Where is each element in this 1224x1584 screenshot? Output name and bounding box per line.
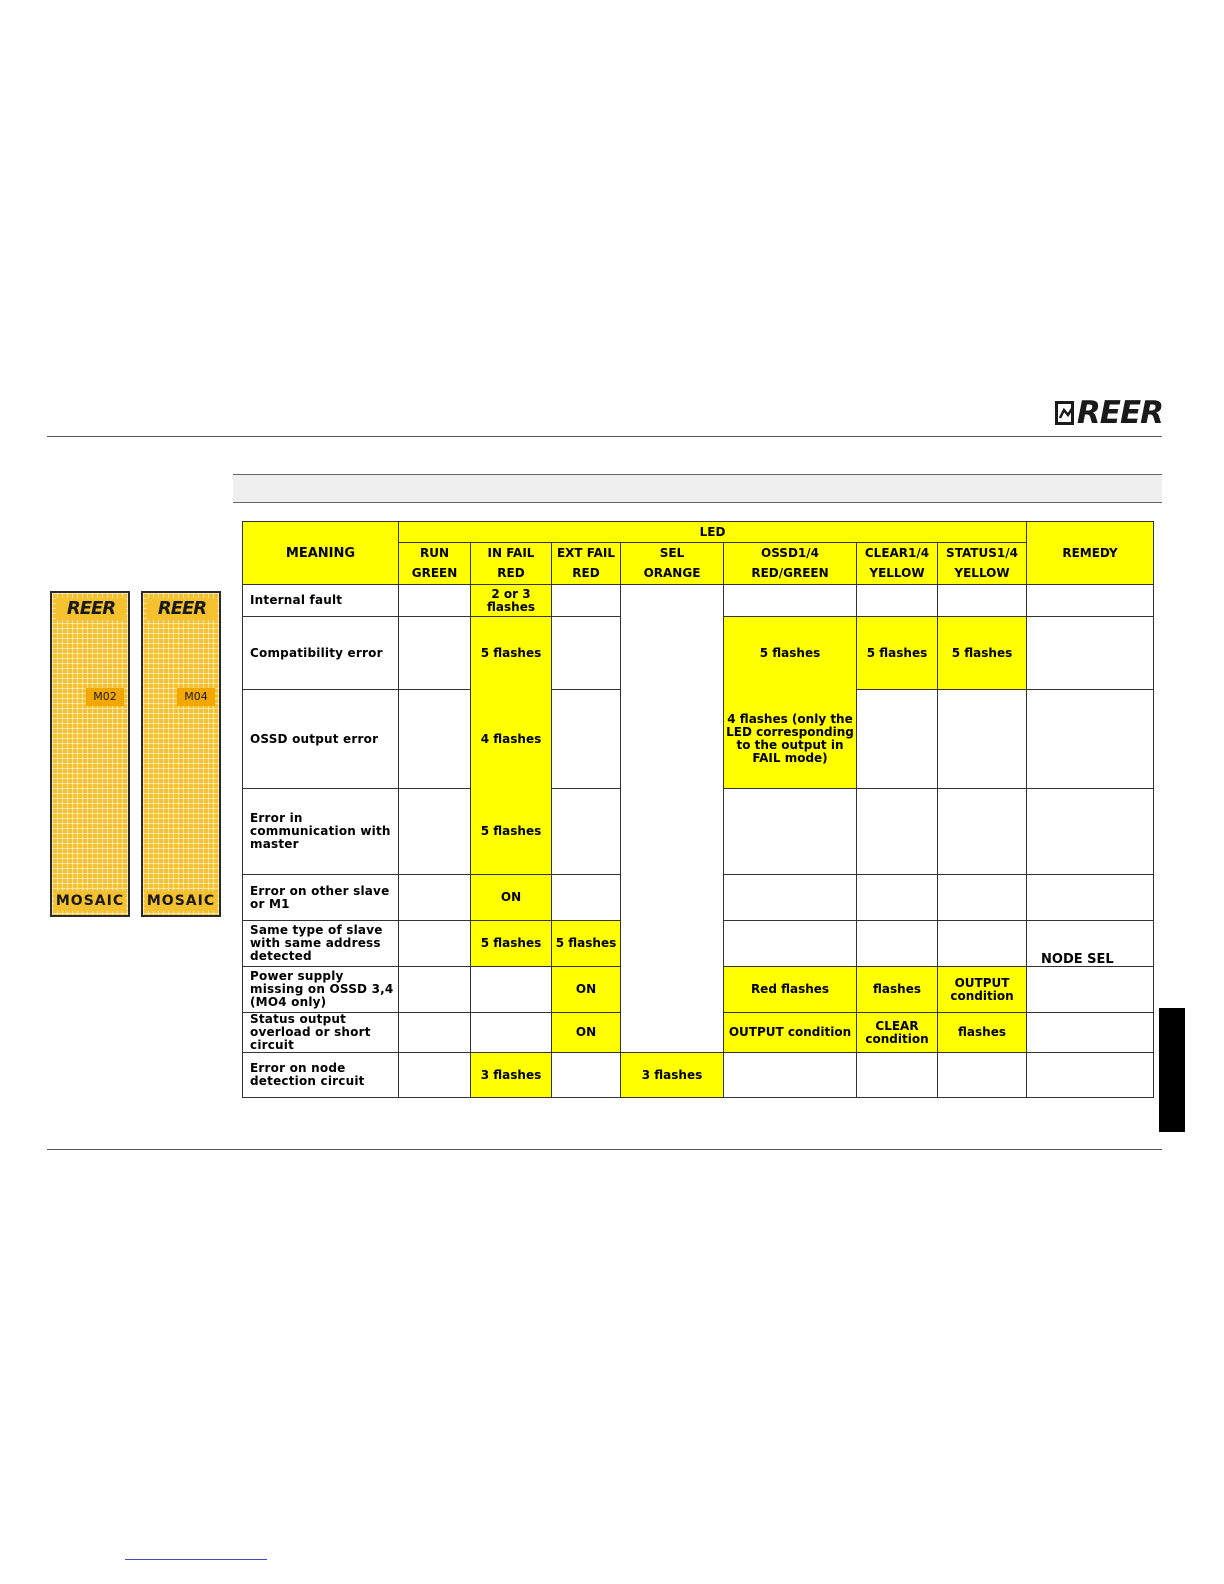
remedy-cell [1027,967,1154,1013]
footnote-separator [125,1559,267,1560]
clear-cell: 5 flashes [857,617,938,690]
run-cell [399,875,471,921]
column-color: RED [471,564,552,585]
run-cell [399,617,471,690]
clear-cell [857,585,938,617]
run-cell [399,585,471,617]
status-cell: 5 flashes [938,617,1027,690]
column-color: RED/GREEN [724,564,857,585]
column-color: YELLOW [857,564,938,585]
column-color: RED [552,564,621,585]
column-color: ORANGE [621,564,724,585]
clear-cell [857,1053,938,1098]
module-name: MOSAIC [55,893,125,909]
module-m04-image [141,591,221,917]
meaning-header: MEANING [243,522,399,585]
ossd-cell [724,921,857,967]
remedy-cell [1027,690,1154,789]
status-cell: flashes [938,1013,1027,1053]
in-fail-cell: 5 flashes [471,921,552,967]
ext-fail-cell [552,1053,621,1098]
row-meaning: Internal fault [243,585,399,617]
remedy-cell [1027,1053,1154,1098]
run-cell [399,1053,471,1098]
clear-cell: CLEAR condition [857,1013,938,1053]
status-cell [938,875,1027,921]
ext-fail-cell: ON [552,967,621,1013]
ossd-cell: 5 flashes [724,617,857,690]
ossd-cell [724,585,857,617]
clear-cell [857,921,938,967]
row-meaning: Same type of slave with same address detected [243,921,399,967]
in-fail-cell [471,1013,552,1053]
brand-name: REER [1076,394,1163,431]
status-cell [938,921,1027,967]
remedy-cell [1027,585,1154,617]
column-name: RUN [399,543,471,564]
column-color: YELLOW [938,564,1027,585]
column-name: OSSD1/4 [724,543,857,564]
column-name: EXT FAIL [552,543,621,564]
header-rule [47,436,1162,437]
row-meaning: Status output overload or short circuit [243,1013,399,1053]
remedy-header: REMEDY [1027,522,1154,585]
remedy-cell [1027,1013,1154,1053]
clear-cell: flashes [857,967,938,1013]
in-fail-cell: 4 flashes [471,690,552,789]
ext-fail-cell [552,789,621,875]
led-header: LED [399,522,1027,543]
status-cell [938,585,1027,617]
chapter-side-tab [1159,1008,1185,1132]
module-brand: REER [147,598,217,620]
status-cell: OUTPUT condition [938,967,1027,1013]
ext-fail-cell: 5 flashes [552,921,621,967]
column-color: GREEN [399,564,471,585]
footer-rule [47,1149,1162,1150]
remedy-cell [1027,617,1154,690]
status-cell [938,1053,1027,1098]
run-cell [399,921,471,967]
ossd-cell [724,875,857,921]
run-cell [399,690,471,789]
column-name: STATUS1/4 [938,543,1027,564]
in-fail-cell: 5 flashes [471,617,552,690]
ossd-cell: OUTPUT condition [724,1013,857,1053]
ext-fail-cell [552,617,621,690]
run-cell [399,967,471,1013]
status-cell [938,690,1027,789]
row-meaning: Power supply missing on OSSD 3,4 (MO4 only) [243,967,399,1013]
clear-cell [857,690,938,789]
sel-cell: 3 flashes [621,1053,724,1098]
ext-fail-cell [552,585,621,617]
reer-logo [1055,395,1163,431]
column-name: IN FAIL [471,543,552,564]
ext-fail-cell [552,875,621,921]
module-label: M04 [177,688,215,706]
run-cell [399,789,471,875]
row-meaning: Error on other slave or M1 [243,875,399,921]
sel-cell [621,585,724,1053]
run-cell [399,1013,471,1053]
column-name: CLEAR1/4 [857,543,938,564]
row-meaning: Compatibility error [243,617,399,690]
ossd-cell: 4 flashes (only the LED corresponding to the output in FAIL mode) [724,690,857,789]
in-fail-cell: 5 flashes [471,789,552,875]
row-meaning: OSSD output error [243,690,399,789]
module-label: M02 [86,688,124,706]
module-m02-image [50,591,130,917]
clear-cell [857,789,938,875]
ossd-cell [724,1053,857,1098]
module-brand: REER [56,598,126,620]
ext-fail-cell [552,690,621,789]
clear-cell [857,875,938,921]
column-name: SEL [621,543,724,564]
remedy-cell [1027,789,1154,875]
ossd-cell: Red flashes [724,967,857,1013]
remedy-cell: NODE SEL [1027,921,1154,967]
module-name: MOSAIC [146,893,216,909]
in-fail-cell: ON [471,875,552,921]
in-fail-cell: 2 or 3 flashes [471,585,552,617]
in-fail-cell [471,967,552,1013]
ext-fail-cell: ON [552,1013,621,1053]
table-row [243,585,1154,617]
led-diagnostic-table [242,521,1154,1098]
row-meaning: Error in communication with master [243,789,399,875]
in-fail-cell: 3 flashes [471,1053,552,1098]
status-cell [938,789,1027,875]
table-row [243,1053,1154,1098]
remedy-cell [1027,875,1154,921]
row-meaning: Error on node detection circuit [243,1053,399,1098]
ossd-cell [724,789,857,875]
reer-logo-icon [1055,401,1074,425]
section-title-bar [233,474,1162,503]
